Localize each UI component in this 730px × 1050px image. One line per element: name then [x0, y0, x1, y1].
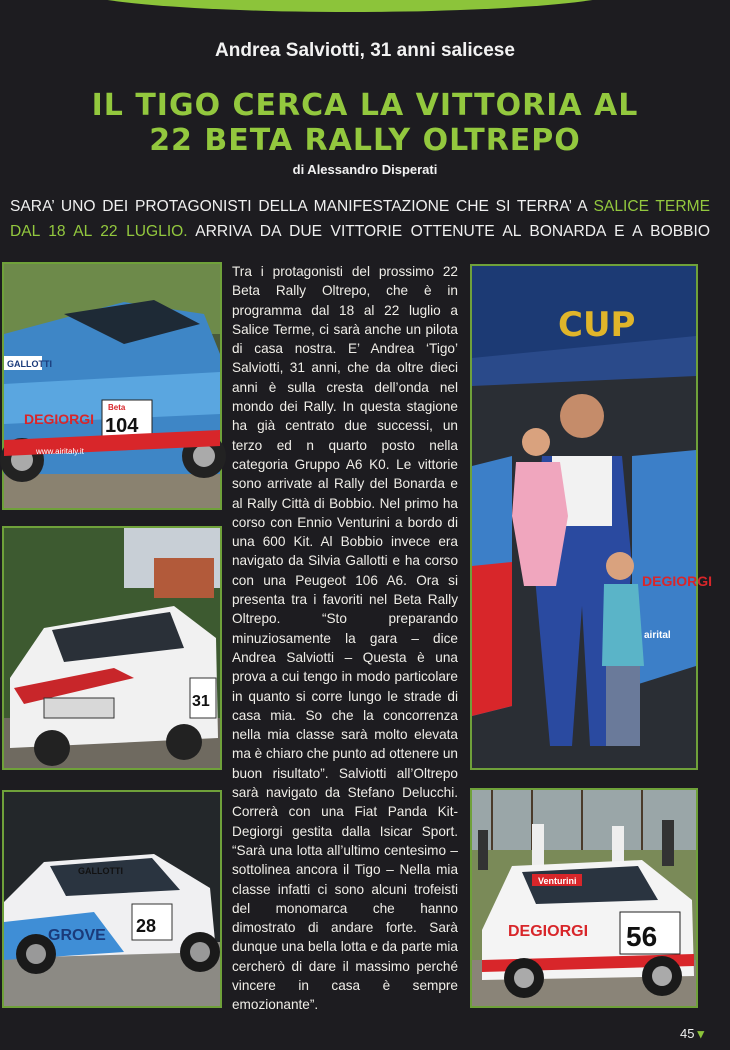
- article-body-text: Tra i protagonisti del prossimo 22 Beta Rally Oltrepo, che è in programma dal 18 al 22 luglio a Salice Terme, ci sarà anche un pilota di casa nostra. E’ Andrea ‘Tigo’ Salviotti, 31 anni, che da oltre dieci anni è sulla cresta dell’onda nel mondo dei Rally. In questa stagione ha già centrato due successi, un terzo ed n quarto posto nella categoria Gruppo A6 K0. Le vittorie sono arrivate al Rally del Bonarda e al Rally Città di Bobbio. Nel primo ha corso con Ennio Venturini a bordo di una 600 Kit. Al Bobbio invece era navigato da Silvia Gallotti e ha corso con una Peugeot 106 A6. Ora si presenta tra i favoriti nel Beta Rally Oltrepo. “Sto preparando minuziosamente la gara – dice Andrea Salviotti – Questa è una prova a cui tengo in modo particolare in quanto si corre lungo le strade di casa mia. So che la concorrenza nella mia classe sarà molto elevata ma è chiaro che punto ad ottenere un buon risultato”. Salviotti all’Oltrepo sarà navigato da Stefano Delucchi. Correrà con una Fiat Panda Kit-Degiorgi gestita dalla Isicar Sport. “Sarà una lotta all’ultimo centesimo – sottolinea ancora il Tigo – Nella mia classe infatti ci sono alcuni trofeisti del monomarca che hanno dimostrato di andare forte. Sarà dunque una bella lotta e da parte mia cercherò di dare il massimo perché vincere in casa è sempre emozionante”.: [232, 264, 458, 1013]
- photo4-sponsor: DEGIORGI: [642, 573, 713, 589]
- page-number: 45: [680, 1026, 695, 1041]
- article-body: [232, 262, 458, 1015]
- title-line-2: 22 BETA RALLY OLTREPO: [149, 123, 581, 158]
- photo5-sponsor: DEGIORGI: [508, 923, 589, 940]
- photo1-plate-brand: Beta: [108, 403, 126, 412]
- photo-blue-rally-car: [2, 262, 222, 510]
- article-byline: di Alessandro Disperati: [292, 162, 438, 177]
- photo3-side-text: GROVE: [48, 927, 106, 944]
- article-lead: [10, 194, 710, 244]
- photo1-roof-text: GALLOTTI: [7, 359, 52, 369]
- article-title: [0, 88, 730, 158]
- photo3-roof-text: GALLOTTI: [78, 866, 123, 876]
- lead-highlight: SALICE TERME DAL 18 AL 22 LUGLIO.: [10, 198, 710, 240]
- page-number-area: [680, 1026, 704, 1042]
- photo5-race-number: 56: [626, 921, 658, 952]
- lead-text-1: SARA’ UNO DEI PROTAGONISTI DELLA MANIFESTAZIONE CHE SI TERRA’ A: [10, 198, 594, 215]
- title-line-1: IL TIGO CERCA LA VITTORIA AL: [91, 88, 639, 123]
- photo5-windscreen-text: Venturini: [538, 876, 577, 886]
- photo4-banner-text: CUP: [558, 305, 636, 345]
- photo-driver-with-children: [470, 264, 713, 770]
- article-kicker: Andrea Salviotti, 31 anni salicese: [215, 40, 515, 61]
- top-green-arc: [70, 0, 630, 12]
- photo4-web-text: airital: [644, 630, 671, 641]
- photo-white-rally-car-31: [2, 526, 222, 770]
- photo3-race-number: 28: [136, 916, 157, 936]
- photo1-web-text: www.airitaly.it: [36, 447, 84, 456]
- photo1-sponsor: DEGIORGI: [24, 411, 95, 427]
- photo1-race-number: 104: [105, 415, 139, 437]
- photo2-race-number: 31: [192, 693, 210, 710]
- page-logo-icon: ▾: [697, 1026, 704, 1041]
- photo-white-rally-car-56: [470, 788, 698, 1008]
- photo-white-rally-car-28: [2, 790, 222, 1008]
- lead-text-2: ARRIVA DA DUE VITTORIE OTTENUTE AL BONARDA E A BOBBIO: [187, 223, 710, 240]
